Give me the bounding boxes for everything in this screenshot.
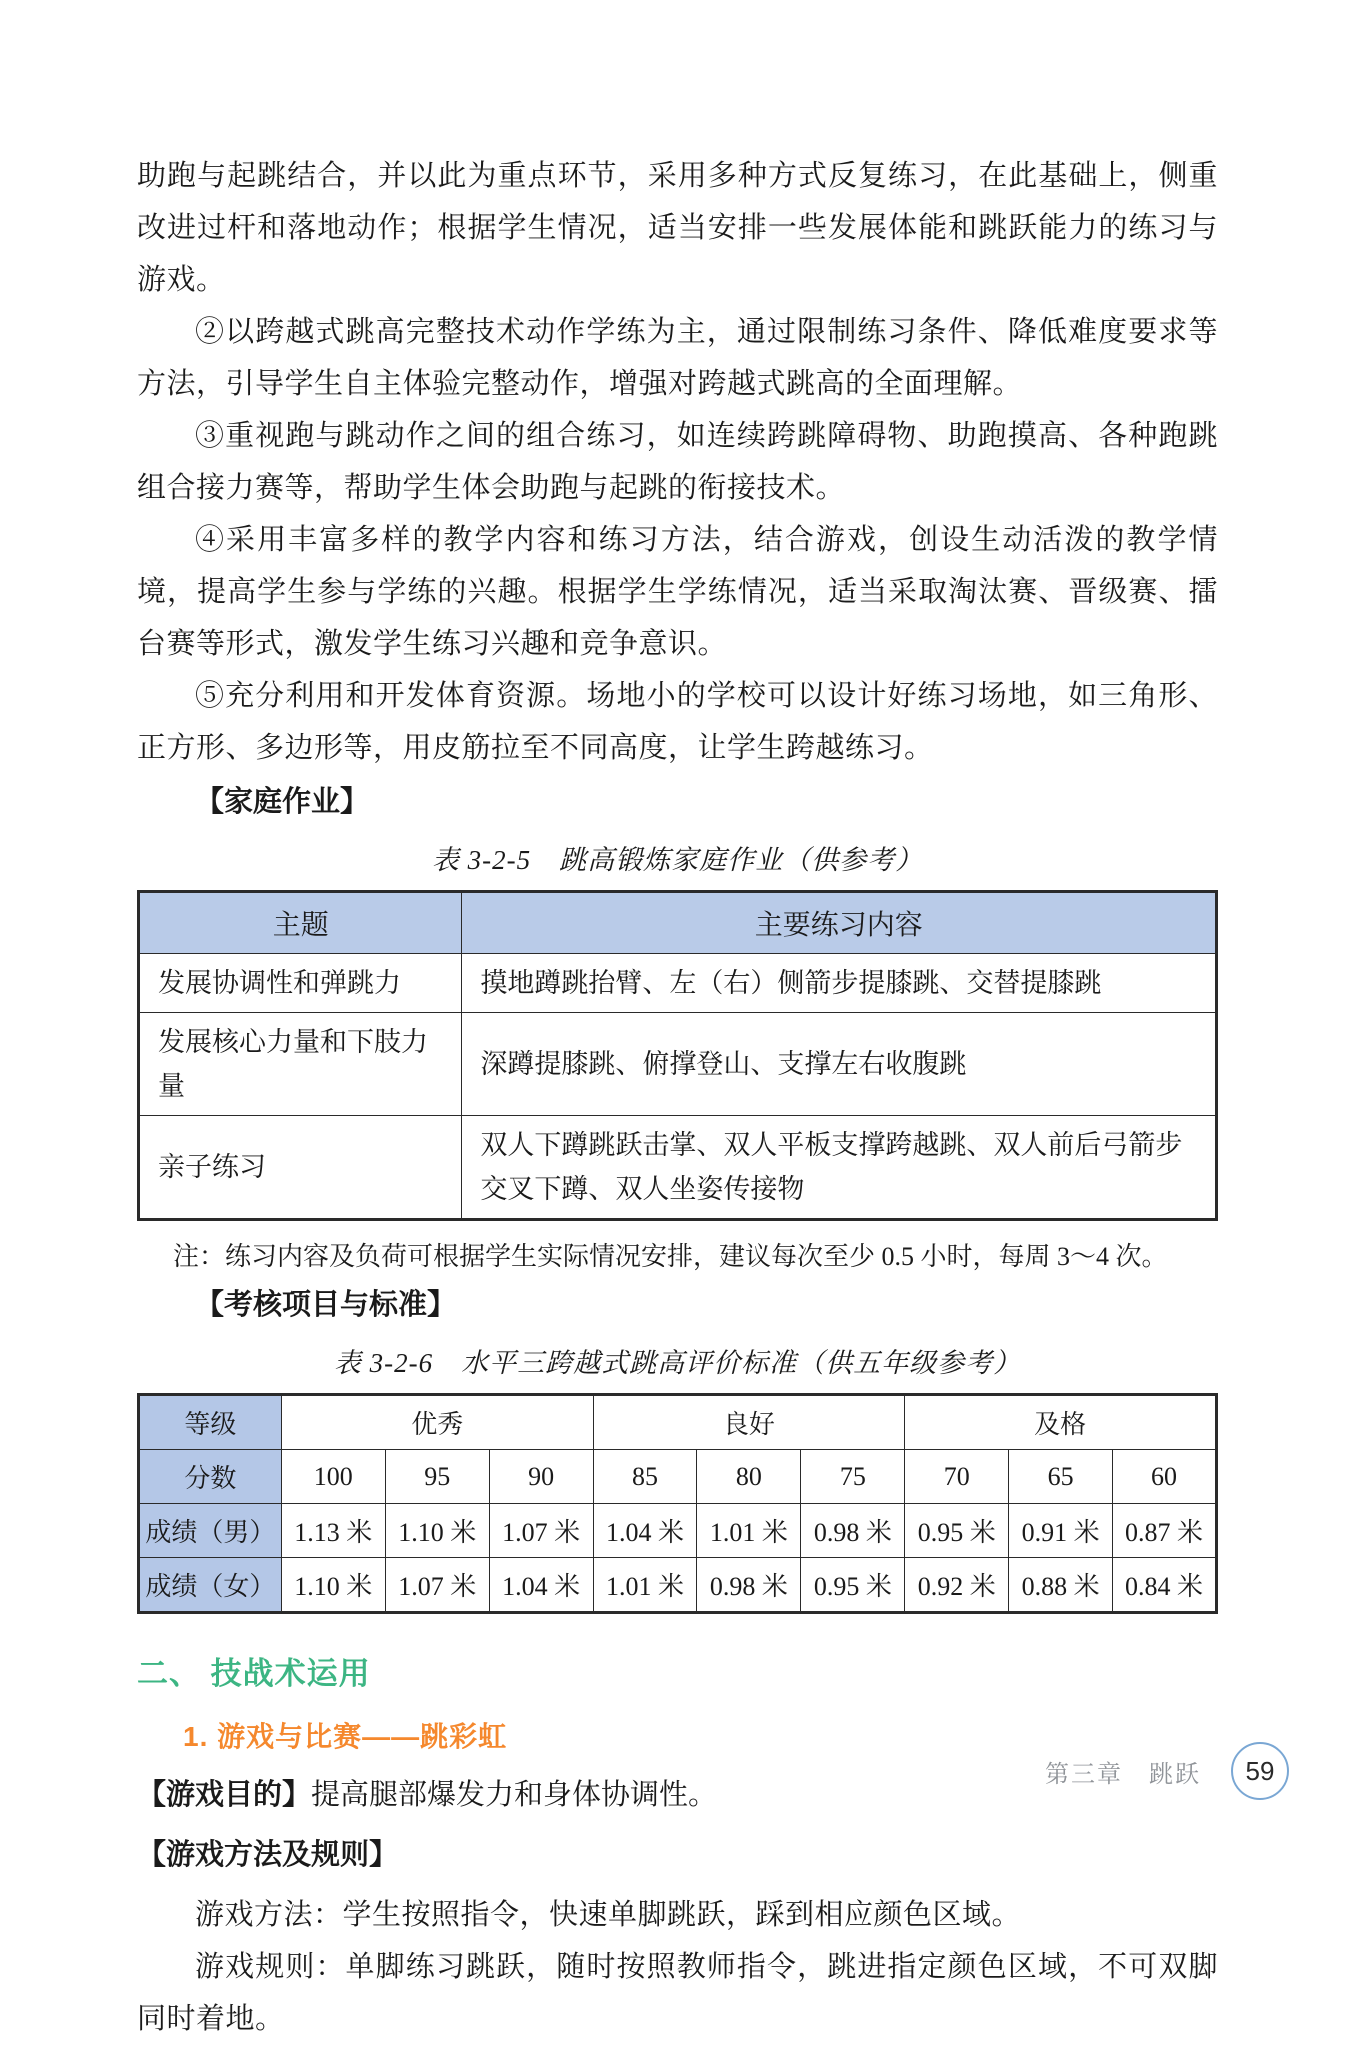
standards-table [137, 1393, 1218, 1614]
table2-female-label: 成绩（女） [139, 1558, 282, 1613]
table2-male-result: 1.13 米 [281, 1504, 385, 1558]
table1-cell-content: 双人下蹲跳跃击掌、双人平板支撑跨越跳、双人前后弓箭步交叉下蹲、双人坐姿传接物 [462, 1116, 1217, 1220]
table1-cell-theme: 亲子练习 [139, 1116, 462, 1220]
table2-score: 70 [905, 1450, 1009, 1504]
table2-female-result: 0.84 米 [1113, 1558, 1217, 1613]
paragraph-continuation: 助跑与起跳结合，并以此为重点环节，采用多种方式反复练习，在此基础上，侧重改进过杆和落地动作；根据学生情况，适当安排一些发展体能和跳跃能力的练习与游戏。 [137, 160, 1218, 296]
table1-cell-content: 深蹲提膝跳、俯撑登山、支撑左右收腹跳 [462, 1013, 1217, 1116]
table2-female-result: 0.92 米 [905, 1558, 1009, 1613]
table2-female-result: 1.01 米 [593, 1558, 697, 1613]
game-rule-paragraph: 游戏规则：单脚练习跳跃，随时按照教师指令，跳进指定颜色区域，不可双脚同时着地。 [137, 1951, 1218, 2035]
game-purpose-text: 提高腿部爆发力和身体协调性。 [311, 1779, 718, 1811]
table2-female-result: 0.98 米 [697, 1558, 801, 1613]
game-rules-heading [137, 1829, 1218, 1881]
table2-male-result: 0.87 米 [1113, 1504, 1217, 1558]
page-footer [1045, 1742, 1289, 1800]
table-row [139, 1116, 1217, 1220]
table-row [139, 1558, 1217, 1613]
table1-cell-content: 摸地蹲跳抬臂、左（右）侧箭步提膝跳、交替提膝跳 [462, 954, 1217, 1013]
table2-male-result: 1.04 米 [593, 1504, 697, 1558]
game-purpose-label: 【游戏目的】 [137, 1779, 312, 1811]
table2-male-label: 成绩（男） [139, 1504, 282, 1558]
table1-note: 注：练习内容及负荷可根据学生实际情况安排，建议每次至少 0.5 小时，每周 3～4 次。 [173, 1242, 1168, 1271]
table2-female-result: 1.04 米 [489, 1558, 593, 1613]
table2-female-result: 0.88 米 [1009, 1558, 1113, 1613]
table2-score: 65 [1009, 1450, 1113, 1504]
page-number-badge: 59 [1231, 1742, 1289, 1800]
section-heading-tactics: 二、 技战术运用 [137, 1656, 371, 1691]
paragraph-point-3: ③重视跑与跳动作之间的组合练习，如连续跨跳障碍物、助跑摸高、各种跑跳组合接力赛等，帮助学生体会助跑与起跳的衔接技术。 [137, 420, 1218, 504]
table2-male-result: 1.01 米 [697, 1504, 801, 1558]
game-method-paragraph: 游戏方法：学生按照指令，快速单脚跳跃，踩到相应颜色区域。 [195, 1899, 1022, 1931]
table2-score: 85 [593, 1450, 697, 1504]
table1-title: 表 3-2-5 跳高锻炼家庭作业（供参考） [431, 845, 924, 875]
game-rules-label: 【游戏方法及规则】 [137, 1839, 399, 1871]
table2-group-excellent: 优秀 [281, 1395, 593, 1450]
table2-score: 90 [489, 1450, 593, 1504]
table2-score: 60 [1113, 1450, 1217, 1504]
table-row [139, 892, 1217, 954]
sub-heading-game-rainbow: 1. 游戏与比赛——跳彩虹 [183, 1721, 508, 1752]
table2-male-result: 0.91 米 [1009, 1504, 1113, 1558]
table2-female-result: 1.07 米 [385, 1558, 489, 1613]
table-row [139, 1013, 1217, 1116]
paragraph-point-4: ④采用丰富多样的教学内容和练习方法，结合游戏，创设生动活泼的教学情境，提高学生参与学练的兴趣。根据学生学练情况，适当采取淘汰赛、晋级赛、擂台赛等形式，激发学生练习兴趣和竞争意识。 [137, 524, 1218, 660]
table2-score: 95 [385, 1450, 489, 1504]
table2-score: 75 [801, 1450, 905, 1504]
table-row [139, 1504, 1217, 1558]
table2-title: 表 3-2-6 水平三跨越式跳高评价标准（供五年级参考） [333, 1348, 1022, 1378]
paragraph-point-2: ②以跨越式跳高完整技术动作学练为主，通过限制练习条件、降低难度要求等方法，引导学生自主体验完整动作，增强对跨越式跳高的全面理解。 [137, 316, 1218, 400]
chapter-label: 第三章 跳跃 [1045, 1760, 1201, 1788]
table2-group-good: 良好 [593, 1395, 905, 1450]
table2-corner-label: 等级 [139, 1395, 282, 1450]
table1-header-theme: 主题 [139, 892, 462, 954]
table-row [139, 1395, 1217, 1450]
homework-table [137, 890, 1218, 1221]
table2-male-result: 0.98 米 [801, 1504, 905, 1558]
table2-score: 80 [697, 1450, 801, 1504]
table2-female-result: 0.95 米 [801, 1558, 905, 1613]
table2-group-pass: 及格 [905, 1395, 1217, 1450]
table2-female-result: 1.10 米 [281, 1558, 385, 1613]
table1-cell-theme: 发展协调性和弹跳力 [139, 954, 462, 1013]
table2-score: 100 [281, 1450, 385, 1504]
table2-score-label: 分数 [139, 1450, 282, 1504]
table-row [139, 954, 1217, 1013]
table2-male-result: 1.07 米 [489, 1504, 593, 1558]
table-row [139, 1450, 1217, 1504]
assessment-heading: 【考核项目与标准】 [195, 1289, 457, 1321]
homework-heading: 【家庭作业】 [195, 786, 370, 818]
table1-cell-theme: 发展核心力量和下肢力量 [139, 1013, 462, 1116]
paragraph-point-5: ⑤充分利用和开发体育资源。场地小的学校可以设计好练习场地，如三角形、正方形、多边形等，用皮筋拉至不同高度，让学生跨越练习。 [137, 680, 1218, 764]
table2-male-result: 0.95 米 [905, 1504, 1009, 1558]
table2-male-result: 1.10 米 [385, 1504, 489, 1558]
table1-header-content: 主要练习内容 [462, 892, 1217, 954]
